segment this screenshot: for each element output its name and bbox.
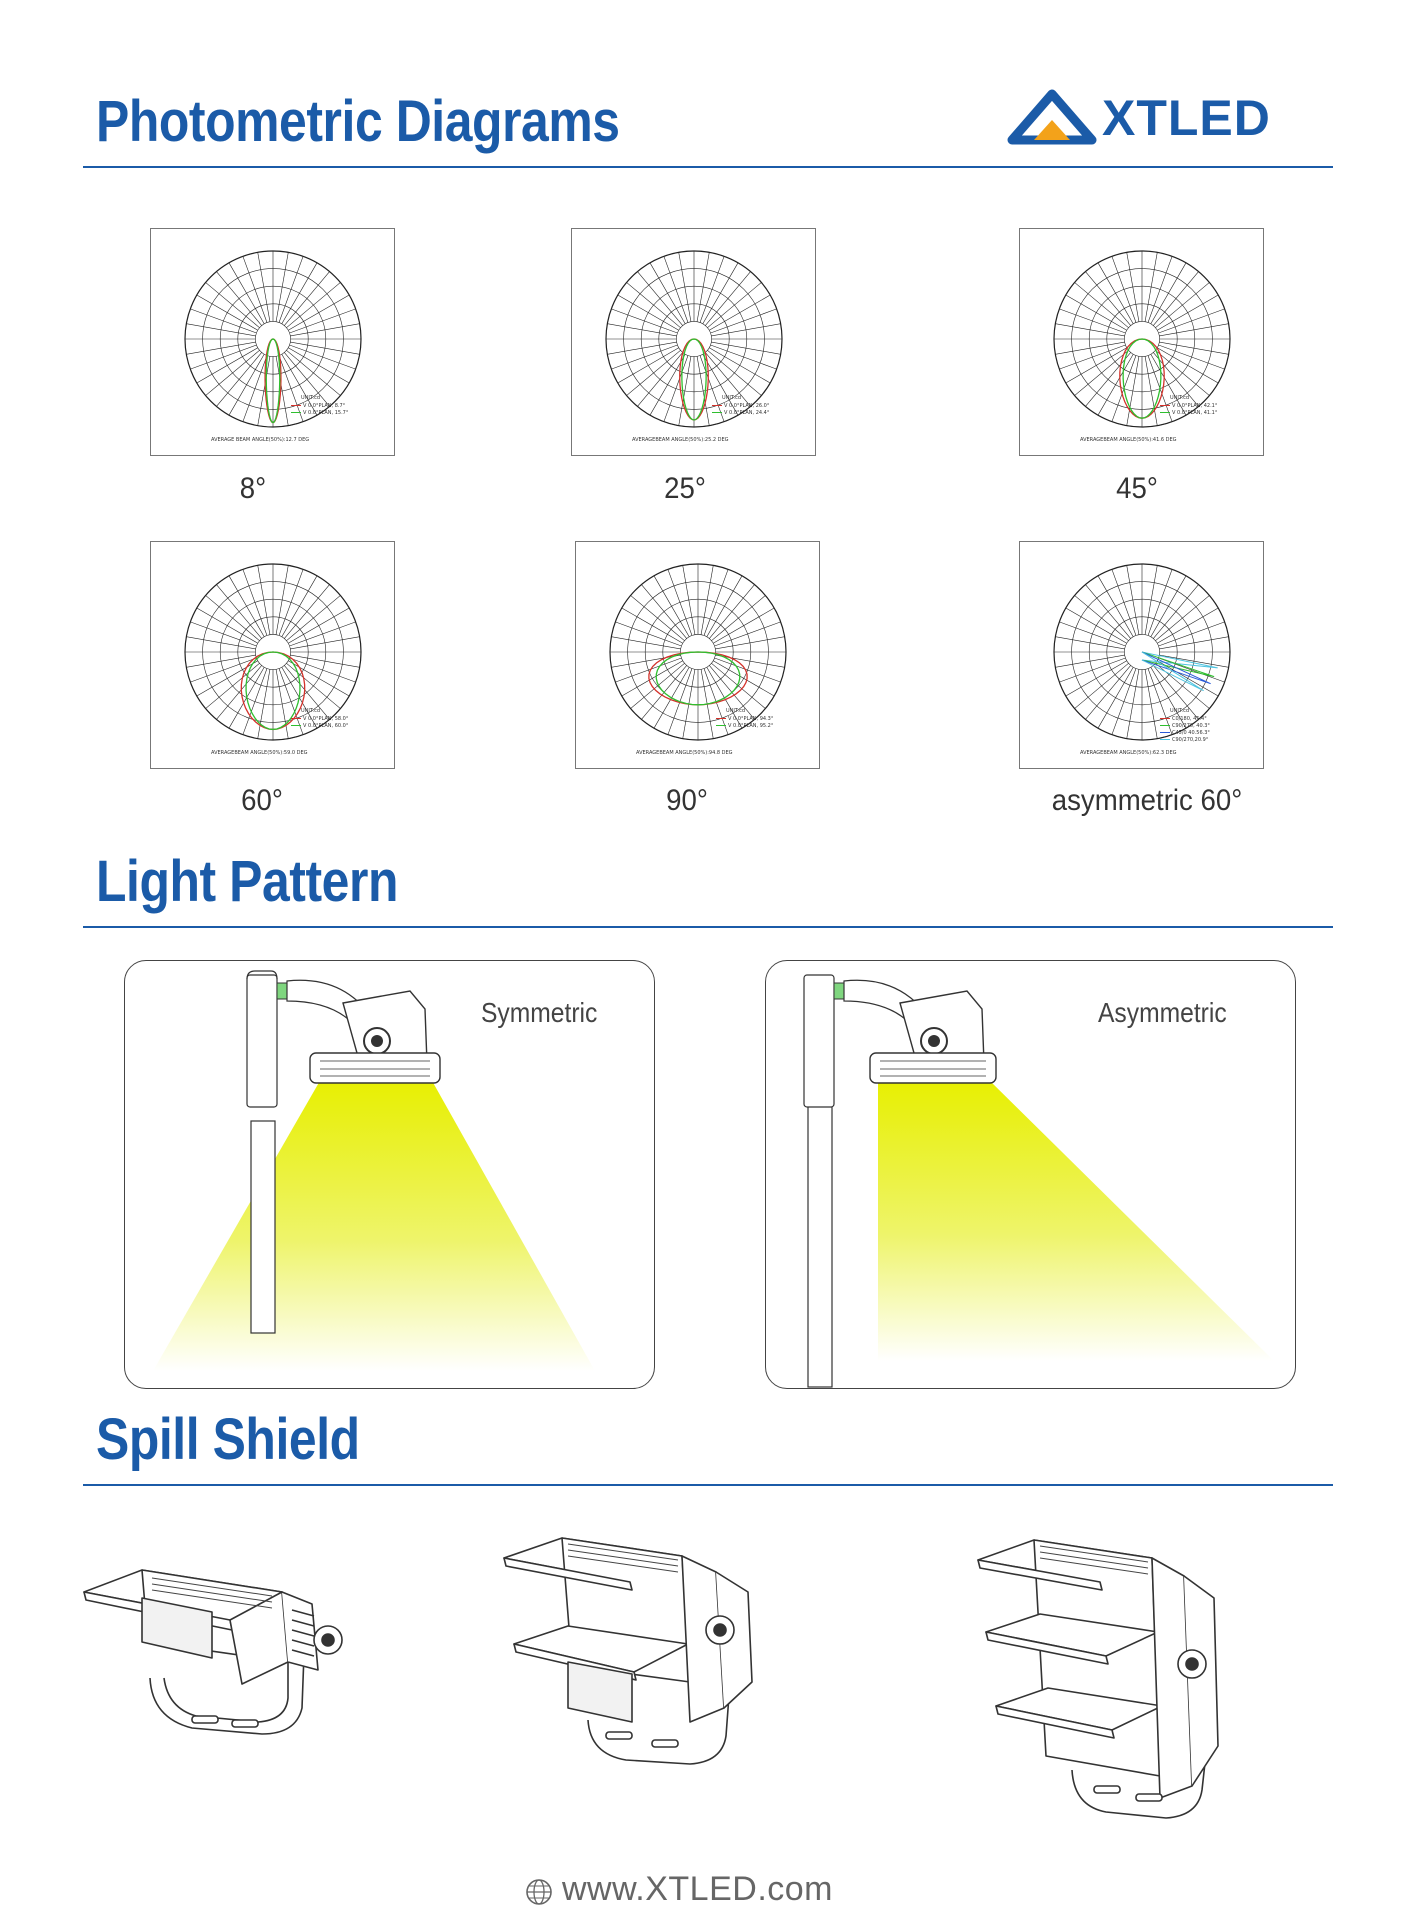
diagram-caption-90: 90° xyxy=(666,784,708,817)
legend-entry: V 0.0°PLAN, 26.0° xyxy=(724,403,770,409)
diagram-caption-8: 8° xyxy=(239,472,267,505)
polar-chart-svg xyxy=(1020,229,1265,457)
legend-entry: C90/270, 40.3° xyxy=(1172,723,1210,729)
unit-label: UNIT:cd xyxy=(722,395,741,401)
polar-chart-svg xyxy=(576,542,821,770)
website-link[interactable]: www.XTLED.com xyxy=(562,1870,833,1908)
diagram-caption-asym: asymmetric 60° xyxy=(1051,784,1243,817)
legend-entry: V 0.0°PLAN, 24.4° xyxy=(724,410,770,416)
polar-diagram-60 xyxy=(150,541,395,769)
unit-label: UNIT:cd xyxy=(1170,395,1189,401)
polar-chart-svg xyxy=(151,542,396,770)
polar-chart-svg xyxy=(1020,542,1265,770)
spill-shield-single-illustration xyxy=(82,1558,352,1748)
spill-shield-triple-illustration xyxy=(976,1536,1236,1828)
polar-chart-svg xyxy=(572,229,817,457)
beam-angle-footer: AVERAGEBEAM ANGLE(50%):59.0 DEG xyxy=(211,750,308,756)
unit-label: UNIT:cd xyxy=(301,395,320,401)
beam-curve xyxy=(1142,652,1211,684)
legend-entry: V 0.0°PLAN, 60.0° xyxy=(303,723,349,729)
page-title: Photometric Diagrams xyxy=(96,89,620,154)
asymmetric-label: Asymmetric xyxy=(1098,997,1227,1028)
polar-diagram-8 xyxy=(150,228,395,456)
legend-entry: V 0.0°PLAN, 41.1° xyxy=(1172,410,1218,416)
unit-label: UNIT:cd xyxy=(726,708,745,714)
beam-angle-footer: AVERAGE BEAM ANGLE(50%):12.7 DEG xyxy=(211,437,310,443)
beam-angle-footer: AVERAGEBEAM ANGLE(50%):94.8 DEG xyxy=(636,750,733,756)
diagram-caption-45: 45° xyxy=(1116,472,1158,505)
legend-entry: V 0.0°PLAN, 95.2° xyxy=(728,723,774,729)
light-pattern-divider xyxy=(83,926,1333,928)
legend-entry: V 0.0°PLAN, 94.3° xyxy=(728,716,774,722)
globe-icon xyxy=(525,1878,553,1906)
legend-entry: C45/0 40.56.3° xyxy=(1172,730,1210,736)
legend-entry: V 0.0°PLAN, 15.7° xyxy=(303,410,349,416)
legend-entry: V 0.0°PLAN, 42.1° xyxy=(1172,403,1218,409)
polar-diagram-25 xyxy=(571,228,816,456)
beam-angle-footer: AVERAGEBEAM ANGLE(50%):25.2 DEG xyxy=(632,437,729,443)
polar-diagram-asym xyxy=(1019,541,1264,769)
unit-label: UNIT:cd xyxy=(301,708,320,714)
header-divider xyxy=(83,166,1333,168)
legend-entry: C0/180, 45.4° xyxy=(1172,716,1207,722)
spill-shield-title: Spill Shield xyxy=(96,1407,360,1472)
legend-entry: V 0.0°PLAN, 8.7° xyxy=(303,403,346,409)
spill-shield-divider xyxy=(83,1484,1333,1486)
symmetric-pattern-panel xyxy=(124,960,655,1389)
logo-text: XTLED xyxy=(1102,90,1271,146)
unit-label: UNIT:cd xyxy=(1170,708,1189,714)
logo-mark-icon xyxy=(1004,88,1100,148)
beam-angle-footer: AVERAGEBEAM ANGLE(50%):62.3 DEG xyxy=(1080,750,1177,756)
polar-chart-svg xyxy=(151,229,396,457)
diagram-caption-60: 60° xyxy=(241,784,283,817)
spill-shield-double-illustration xyxy=(502,1532,770,1772)
diagram-caption-25: 25° xyxy=(664,472,706,505)
symmetric-label: Symmetric xyxy=(481,997,598,1028)
polar-diagram-90 xyxy=(575,541,820,769)
legend-entry: C90/270,20.9° xyxy=(1172,737,1209,743)
beam-angle-footer: AVERAGEBEAM ANGLE(50%):41.6 DEG xyxy=(1080,437,1177,443)
asymmetric-pattern-panel xyxy=(765,960,1296,1389)
light-pattern-title: Light Pattern xyxy=(96,849,399,914)
polar-diagram-45 xyxy=(1019,228,1264,456)
legend-entry: V 0.0°PLAN, 58.0° xyxy=(303,716,349,722)
brand-logo xyxy=(1004,88,1334,148)
